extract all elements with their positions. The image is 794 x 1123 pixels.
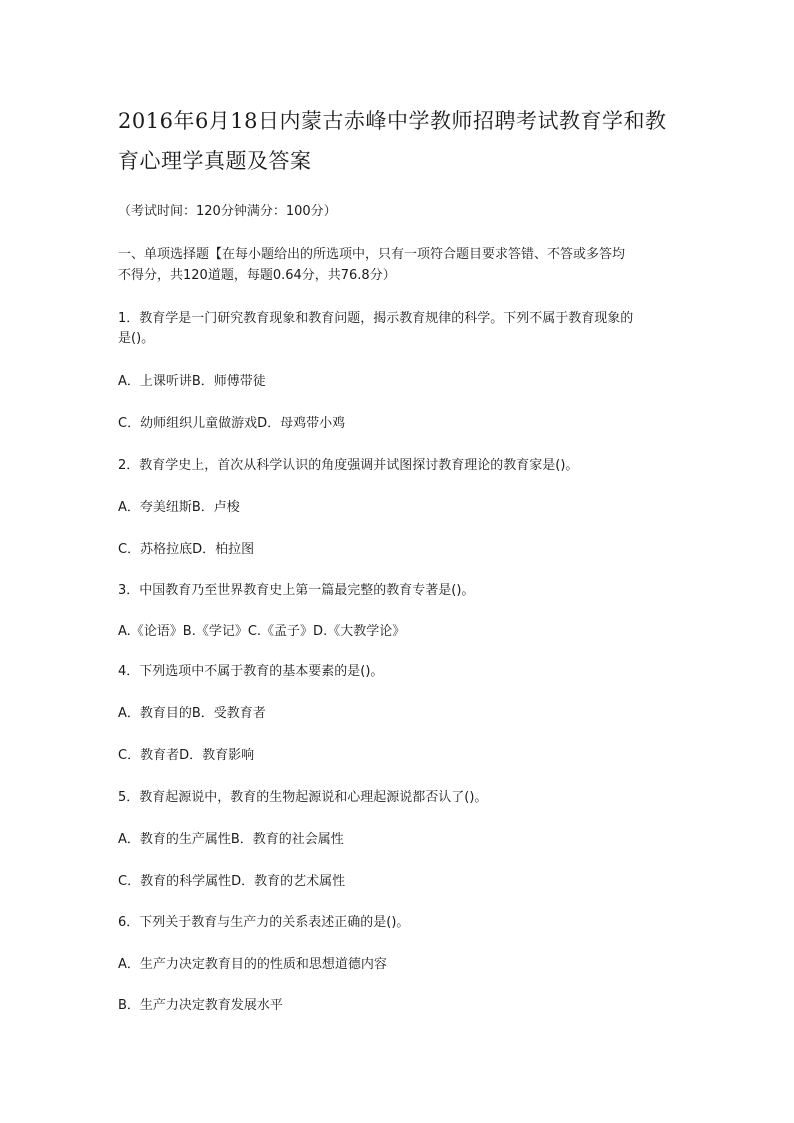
question-2-options-line-1: A．夸美纽斯B．卢梭	[118, 500, 240, 515]
question-1-options-line-2: C．幼师组织儿童做游戏D．母鸡带小鸡	[118, 416, 346, 431]
question-3-stem: 3．中国教育乃至世界教育史上第一篇最完整的教育专著是()。	[118, 583, 475, 598]
question-5-stem: 5．教育起源说中，教育的生物起源说和心理起源说都否认了()。	[118, 790, 488, 805]
question-6-options-line-2: B．生产力决定教育发展水平	[118, 998, 283, 1013]
question-1-stem-line-2: 是()。	[118, 331, 155, 346]
document-title-line-2: 育心理学真题及答案	[118, 149, 312, 173]
question-2-stem: 2．教育学史上，首次从科学认识的角度强调并试图探讨教育理论的教育家是()。	[118, 458, 579, 473]
question-4-options-line-2: C．教育者D．教育影响	[118, 748, 255, 763]
question-1-stem-line-1: 1．教育学是一门研究教育现象和教育问题，揭示教育规律的科学。下列不属于教育现象的	[118, 311, 634, 326]
question-6-stem: 6．下列关于教育与生产力的关系表述正确的是()。	[118, 915, 410, 930]
question-5-options-line-1: A．教育的生产属性B．教育的社会属性	[118, 832, 344, 847]
question-6-options-line-1: A．生产力决定教育目的的性质和思想道德内容	[118, 957, 387, 972]
exam-info: （考试时间：120分钟满分：100分）	[118, 204, 337, 219]
question-3-options-line-1: A.《论语》B.《学记》C.《孟子》D.《大教学论》	[118, 624, 406, 639]
question-1-options-line-1: A．上课听讲B．师傅带徒	[118, 374, 266, 389]
question-5-options-line-2: C．教育的科学属性D．教育的艺术属性	[118, 874, 346, 889]
question-4-stem: 4．下列选项中不属于教育的基本要素的是()。	[118, 664, 384, 679]
section-header-line-2: 不得分，共120道题，每题0.64分，共76.8分）	[118, 268, 396, 283]
question-4-options-line-1: A．教育目的B．受教育者	[118, 706, 266, 721]
section-header-line-1: 一、单项选择题【在每小题给出的所选项中，只有一项符合题目要求答错、不答或多答均	[118, 247, 626, 262]
question-2-options-line-2: C．苏格拉底D．柏拉图	[118, 542, 255, 557]
document-title-line-1: 2016年6月18日内蒙古赤峰中学教师招聘考试教育学和教	[118, 109, 667, 133]
